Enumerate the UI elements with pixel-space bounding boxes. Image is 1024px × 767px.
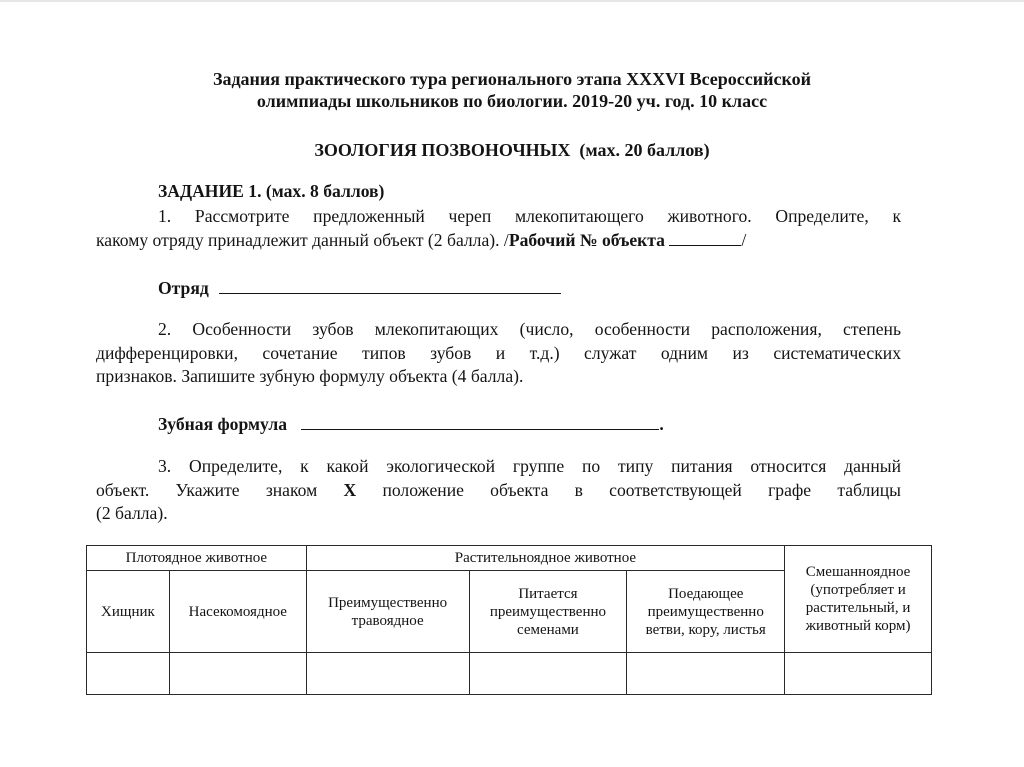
section-name: ЗООЛОГИЯ ПОЗВОНОЧНЫХ bbox=[314, 140, 571, 160]
question-1-text: какому отряду принадлежит данный объект (2 балла). / bbox=[96, 229, 509, 250]
group-mixed-header: Смешанноядное (употребляет и растительный, и животный корм) bbox=[785, 546, 932, 653]
answer-cell-insectivore[interactable] bbox=[169, 653, 306, 695]
order-field[interactable] bbox=[219, 277, 561, 294]
question-3-line-3: (2 балла). bbox=[96, 503, 168, 523]
mark-x-symbol: Х bbox=[343, 479, 357, 500]
table-header-row-1 bbox=[87, 546, 932, 571]
answer-cell-mixed[interactable] bbox=[785, 653, 932, 695]
work-number-label: Рабочий № объекта bbox=[508, 229, 665, 250]
answer-cell-predator[interactable] bbox=[87, 653, 170, 695]
question-3-text-a: объект. Укажите знаком bbox=[96, 479, 318, 500]
col-grazer-header: Преимущественно травоядное bbox=[306, 571, 469, 653]
question-2 bbox=[96, 318, 901, 389]
dental-formula-line bbox=[158, 413, 664, 435]
section-heading bbox=[0, 140, 1024, 161]
order-label: Отряд bbox=[158, 278, 209, 298]
question-2-line-2: дифференцировки, сочетание типов зубов и т.д.) служат одним из систематических bbox=[96, 342, 901, 363]
feeding-group-table bbox=[86, 545, 932, 695]
question-3-line-2 bbox=[96, 479, 901, 503]
col-seed-eater-header: Питается преимущественно семенами bbox=[469, 571, 627, 653]
dental-formula-label: Зубная формула bbox=[158, 414, 287, 434]
title-line-2: олимпиады школьников по биологии. 2019-20 уч. год. 10 класс bbox=[256, 91, 768, 111]
group-herbivore-header: Растительноядное животное bbox=[306, 546, 784, 571]
task-1-heading: ЗАДАНИЕ 1. (мах. 8 баллов) bbox=[158, 181, 385, 201]
title-line-1: Задания практического тура регионального этапа XXXVI Всероссийской bbox=[212, 69, 812, 89]
answer-cell-browser[interactable] bbox=[627, 653, 785, 695]
col-insectivore-header: Насекомоядное bbox=[169, 571, 306, 653]
group-carnivore-header: Плотоядное животное bbox=[87, 546, 307, 571]
document-title bbox=[0, 68, 1024, 112]
dental-formula-field[interactable] bbox=[301, 413, 659, 430]
work-number-field[interactable] bbox=[669, 229, 741, 246]
dental-formula-end: . bbox=[659, 414, 664, 434]
question-1-line-2 bbox=[96, 229, 901, 253]
question-1 bbox=[96, 205, 901, 252]
answer-cell-grazer[interactable] bbox=[306, 653, 469, 695]
order-line bbox=[158, 277, 561, 299]
question-1-line-1: 1. Рассмотрите предложенный череп млекопитающего животного. Определите, к bbox=[158, 206, 901, 226]
question-3 bbox=[96, 455, 901, 526]
question-3-line-1: 3. Определите, к какой экологической группе по типу питания относится данный bbox=[158, 456, 901, 476]
table-answer-row bbox=[87, 653, 932, 695]
question-1-close: / bbox=[741, 229, 747, 250]
answer-cell-seed-eater[interactable] bbox=[469, 653, 627, 695]
question-2-line-1: 2. Особенности зубов млекопитающих (число, особенности расположения, степень bbox=[158, 319, 901, 339]
question-3-text-b: положение объекта в соответствующей графе таблицы bbox=[382, 479, 901, 500]
section-max-points: (мах. 20 баллов) bbox=[579, 140, 710, 160]
col-predator-header: Хищник bbox=[87, 571, 170, 653]
question-2-line-3: признаков. Запишите зубную формулу объекта (4 балла). bbox=[96, 366, 524, 386]
col-browser-header: Поедающее преимущественно ветви, кору, листья bbox=[627, 571, 785, 653]
